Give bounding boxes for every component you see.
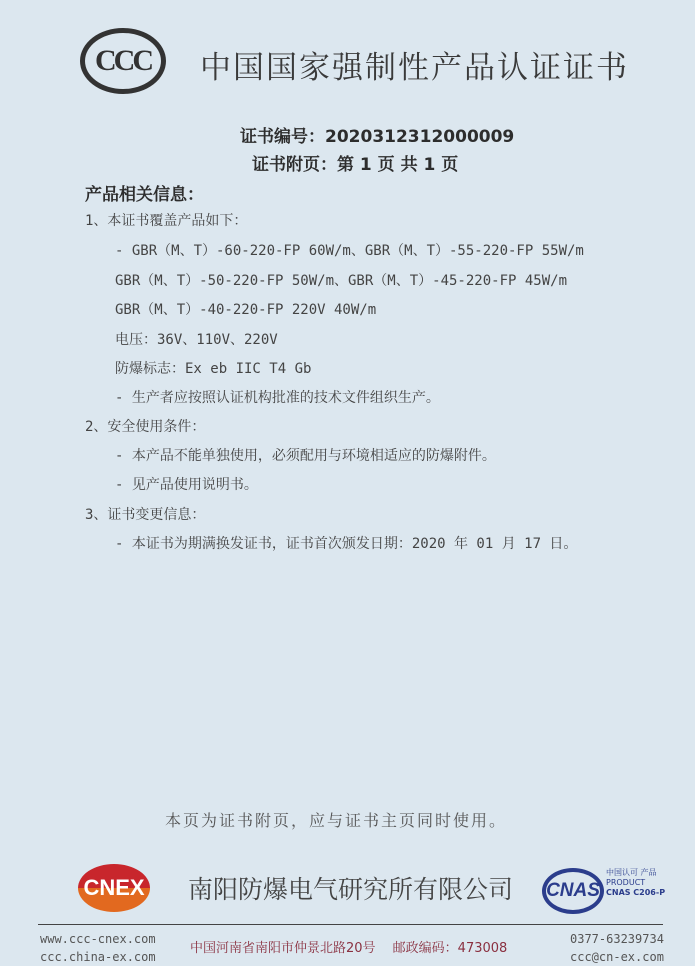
- cnas-code: CNAS C206-P: [606, 888, 666, 897]
- product-line: GBR（M、T）-50-220-FP 50W/m、GBR（M、T）-45-220-FP 45W/m: [115, 273, 568, 289]
- ccc-logo-text: CCC: [95, 44, 151, 77]
- cnas-logo-text: CNAS: [546, 880, 600, 901]
- item-2-heading: 2、安全使用条件：: [85, 419, 206, 435]
- change-info: - 本证书为期满换发证书，证书首次颁发日期：2020 年 01 月 17 日。: [115, 536, 578, 552]
- cnas-cn-text: 中国认可 产品: [606, 868, 657, 877]
- cnas-product-text: PRODUCT: [606, 878, 646, 887]
- website-link[interactable]: www.ccc-cnex.com: [40, 932, 156, 946]
- certificate-number: 证书编号：2020312312000009: [240, 127, 515, 147]
- item-3-heading: 3、证书变更信息：: [85, 507, 206, 523]
- cnex-logo: [78, 864, 150, 912]
- safety-condition: - 见产品使用说明书。: [115, 477, 258, 493]
- product-line: - GBR（M、T）-60-220-FP 60W/m、GBR（M、T）-55-220-FP 55W/m: [115, 243, 584, 259]
- section-title: 产品相关信息：: [85, 185, 204, 205]
- page-indicator: 证书附页：第 1 页 共 1 页: [252, 155, 459, 175]
- safety-condition: - 本产品不能单独使用，必须配用与环境相适应的防爆附件。: [115, 448, 496, 464]
- page-title: 中国国家强制性产品认证证书: [200, 50, 629, 86]
- ex-marking-line: 防爆标志：Ex eb IIC T4 Gb: [115, 361, 312, 377]
- address: 中国河南省南阳市仲景北路20号 邮政编码：473008: [190, 941, 508, 956]
- item-1-heading: 1、本证书覆盖产品如下：: [85, 213, 248, 229]
- cnas-logo: [542, 868, 604, 914]
- production-note: - 生产者应按照认证机构批准的技术文件组织生产。: [115, 390, 440, 406]
- footer-divider: [38, 924, 663, 925]
- phone-number: 0377-63239734: [570, 932, 664, 946]
- email-link[interactable]: ccc@cn-ex.com: [570, 950, 664, 964]
- cnas-label: [606, 868, 665, 898]
- ccc-logo: [80, 28, 166, 94]
- cnex-logo-text: CNEX: [83, 875, 145, 900]
- product-line: GBR（M、T）-40-220-FP 220V 40W/m: [115, 302, 377, 318]
- website-link[interactable]: ccc.china-ex.com: [40, 950, 156, 964]
- voltage-line: 电压：36V、110V、220V: [115, 332, 278, 348]
- appendix-note: 本页为证书附页，应与证书主页同时使用。: [165, 811, 508, 830]
- company-name: 南阳防爆电气研究所有限公司: [188, 875, 514, 904]
